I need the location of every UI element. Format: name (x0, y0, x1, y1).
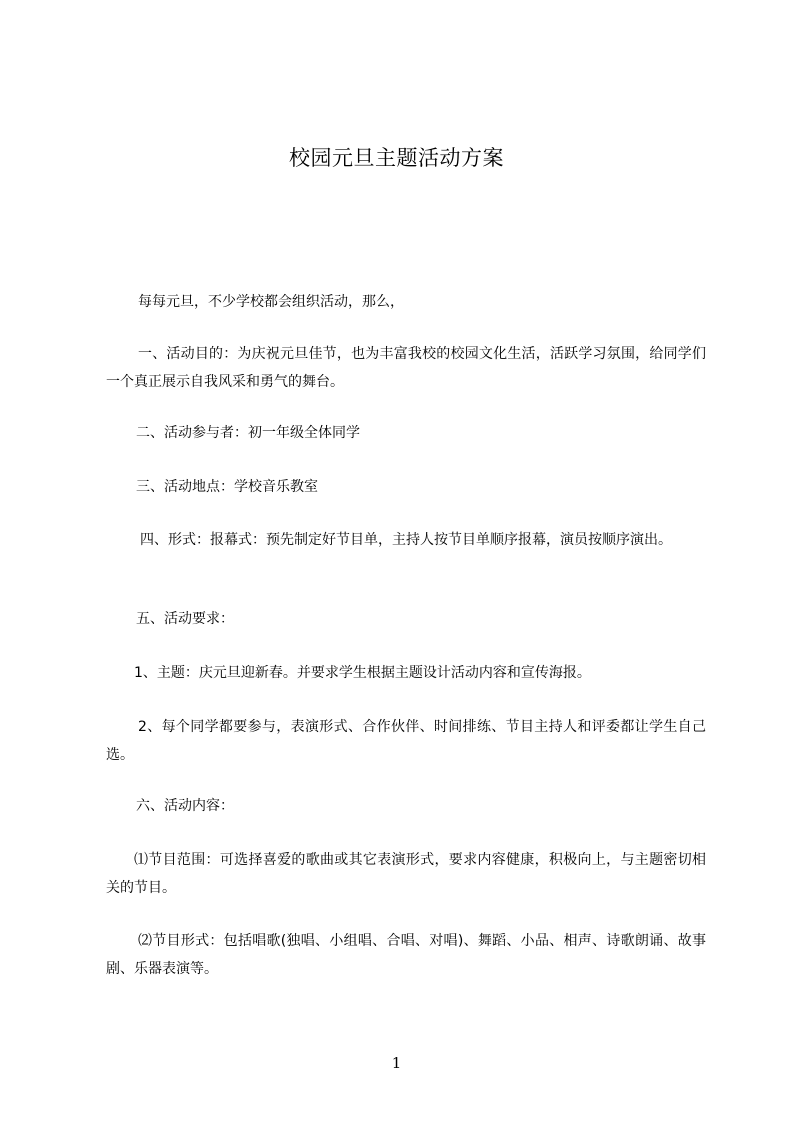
paragraph-requirement-participation: 2、每个同学都要参与，表演形式、合作伙伴、时间排练、节目主持人和评委都让学生自己选。 (106, 719, 706, 763)
page-number: 1 (391, 1054, 402, 1072)
paragraph-program-scope: ⑴节目范围：可选择喜爱的歌曲或其它表演形式，要求内容健康，积极向上，与主题密切相关的节目。 (106, 852, 706, 896)
paragraph-format: 四、形式：报幕式：预先制定好节目单，主持人按节目单顺序报幕，演员按顺序演出。 (140, 532, 672, 548)
document-title: 校园元旦主题活动方案 (289, 146, 504, 170)
paragraph-program-format: ⑵节目形式：包括唱歌(独唱、小组唱、合唱、对唱)、舞蹈、小品、相声、诗歌朗诵、故事剧、乐器表演等。 (106, 933, 706, 977)
paragraph-location: 三、活动地点：学校音乐教室 (136, 479, 318, 495)
paragraph-purpose: 一、活动目的：为庆祝元旦佳节，也为丰富我校的校园文化生活，活跃学习氛围，给同学们一个真正展示自我风采和勇气的舞台。 (106, 346, 706, 390)
paragraph-requirement-theme: 1、主题：庆元旦迎新春。并要求学生根据主题设计活动内容和宣传海报。 (134, 665, 591, 681)
paragraph-content-heading: 六、活动内容： (136, 798, 234, 814)
paragraph-requirements-heading: 五、活动要求： (136, 611, 234, 627)
paragraph-intro: 每每元旦，不少学校都会组织活动，那么， (138, 294, 404, 310)
paragraph-participants: 二、活动参与者：初一年级全体同学 (136, 425, 360, 441)
